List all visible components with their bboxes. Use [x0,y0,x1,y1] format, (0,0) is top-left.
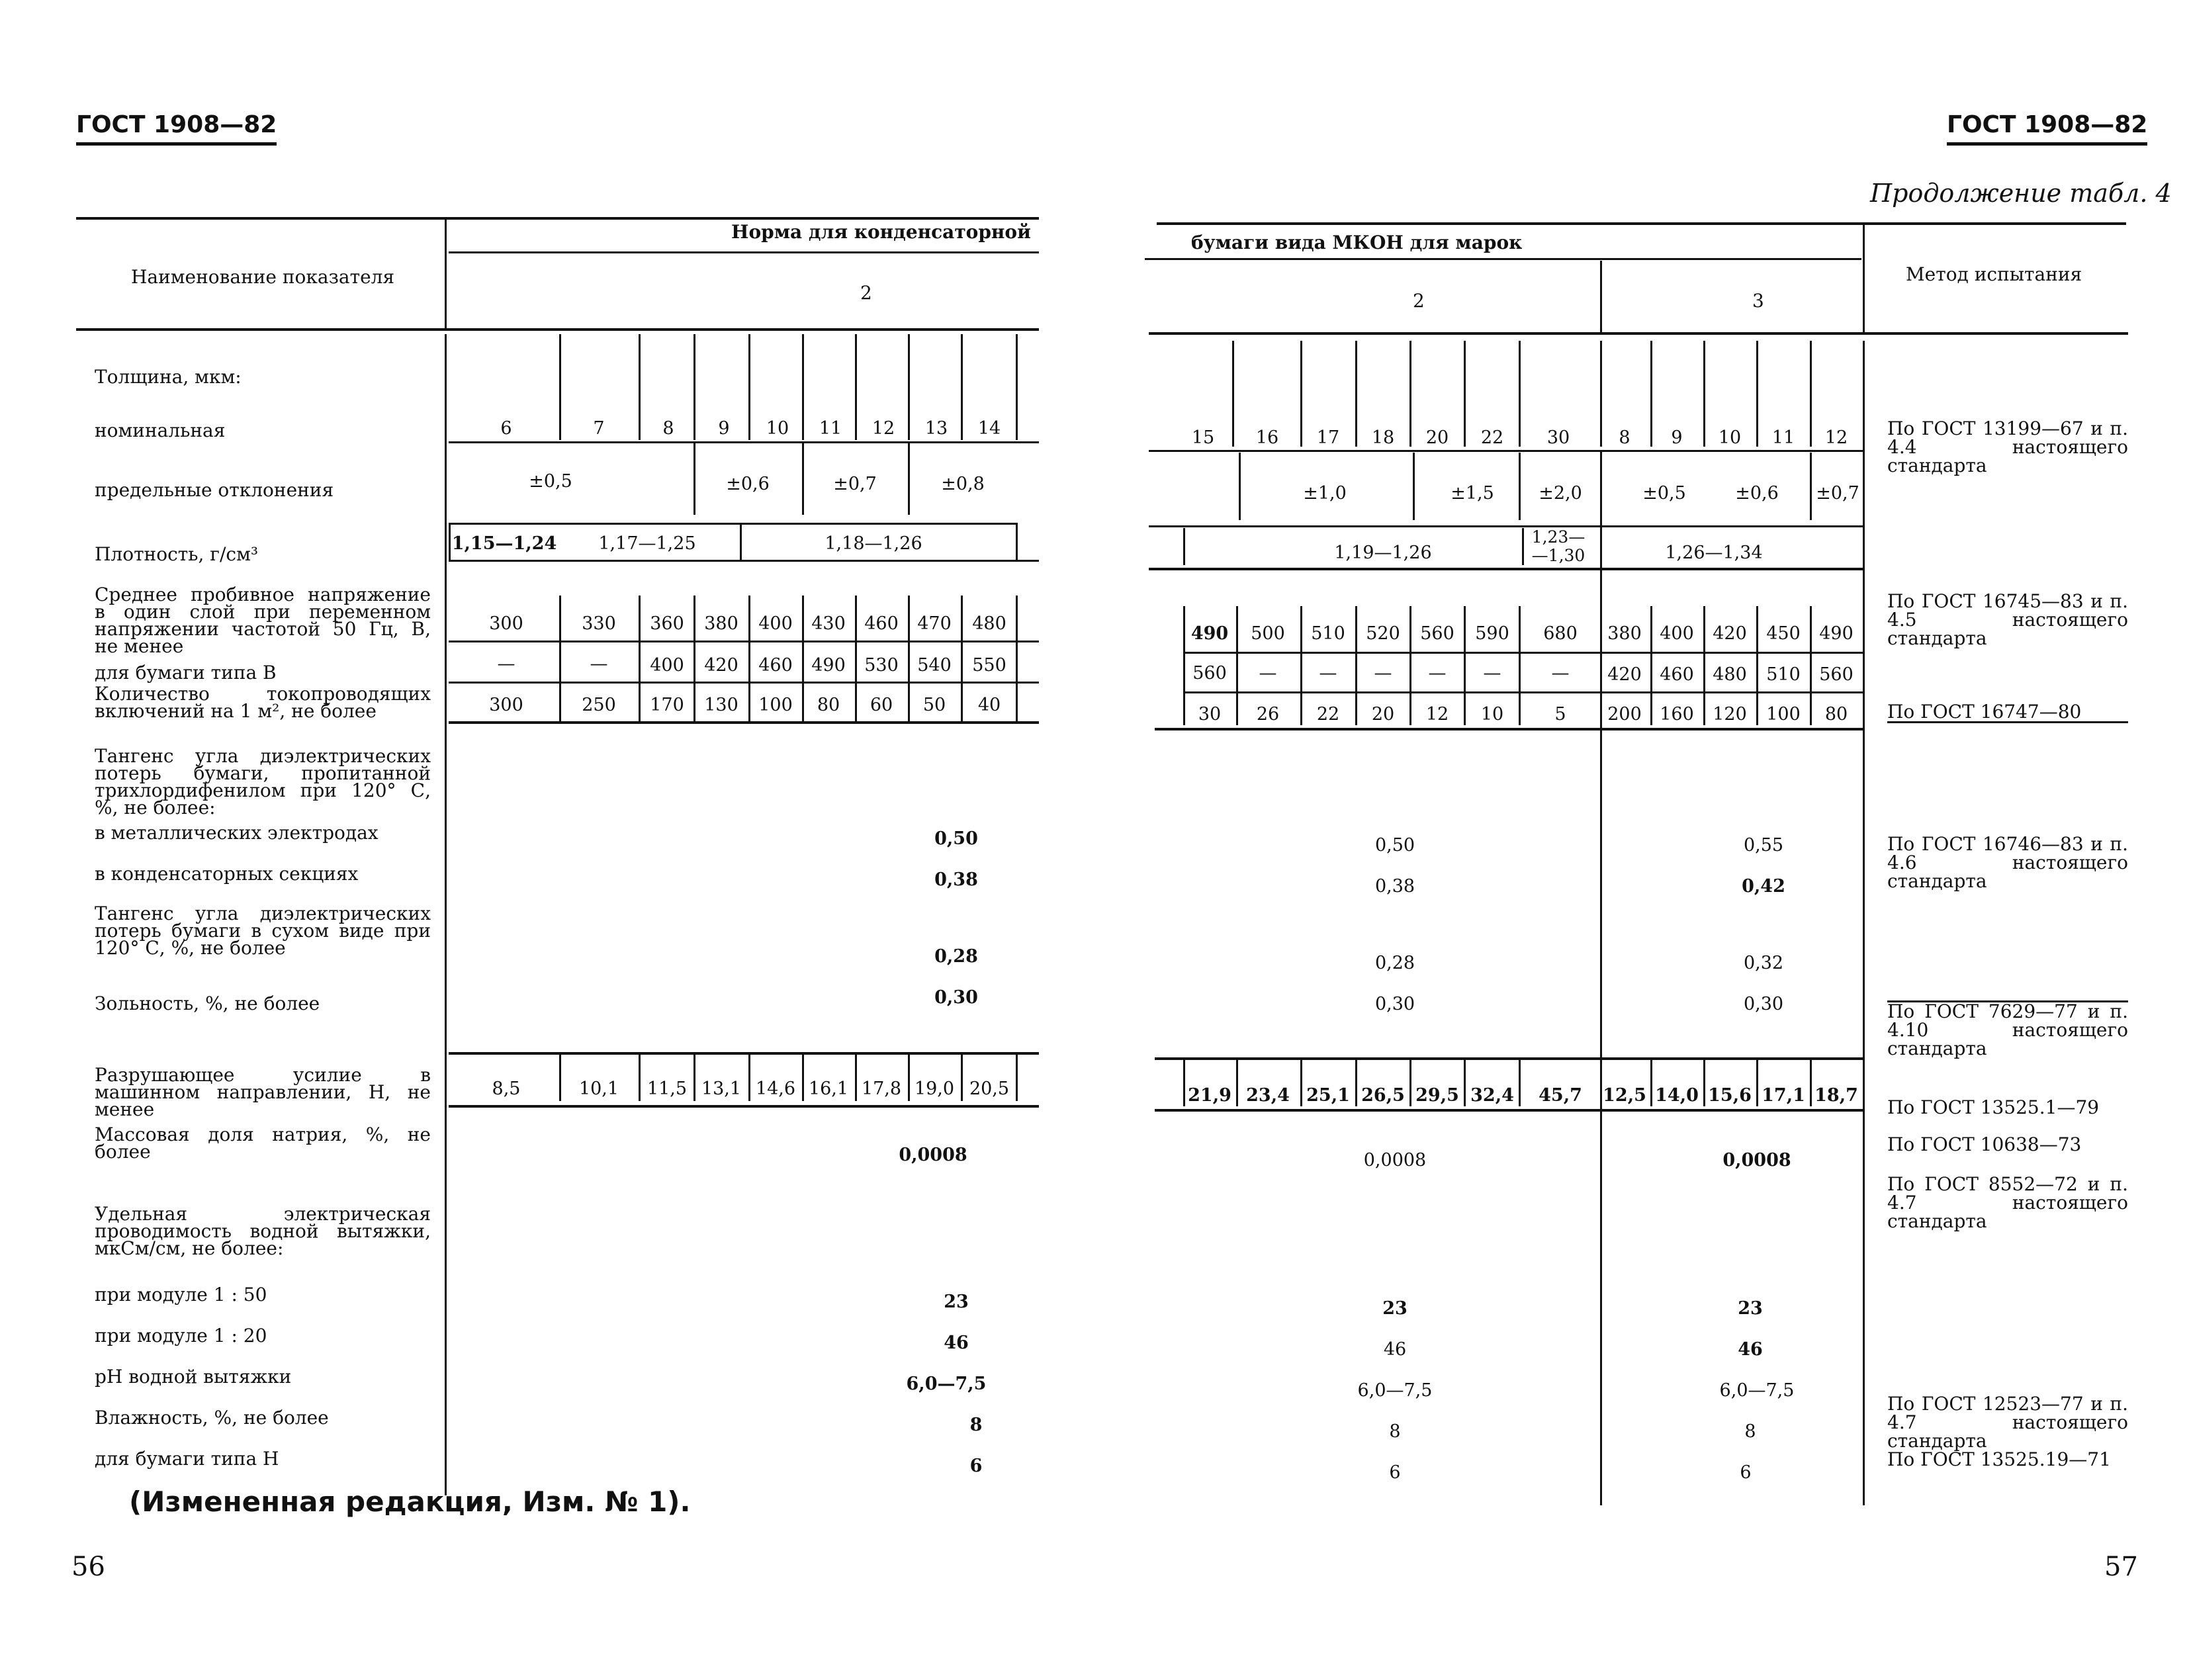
grid-h [1183,652,1863,654]
cell: 10,1 [578,1079,619,1099]
cell: 400 [758,613,793,634]
cell: 1,26—1,34 [1665,543,1763,563]
grid-v [1519,341,1521,447]
method-6: По ГОСТ 13525.1—79 [1887,1096,2100,1118]
cell: 460 [864,613,899,634]
cell: 16,1 [808,1079,849,1099]
grid-h [449,523,1016,525]
cell: 22 [1480,427,1504,448]
cell: 10 [1480,704,1504,725]
row-density: Плотность, г/см³ [95,543,259,565]
cell: 11 [819,418,842,439]
cell: 22 [1316,704,1340,725]
grid-v [1300,1060,1302,1106]
grid-v [693,334,695,440]
grid-v [1810,1060,1812,1106]
grid-v [908,596,910,721]
norm-header-1: Норма для конденсаторной [731,221,1031,243]
left-page [0,0,1094,1680]
cell: 6,0—7,5 [1719,1380,1795,1401]
grade-divider [1600,450,1602,1505]
grid-v [1355,606,1357,725]
grid-v [1016,596,1018,721]
method-2: По ГОСТ 16745—83 и п. 4.5 настоящего стандарта [1887,590,2128,649]
cell: 23 [1738,1298,1763,1319]
grid-v [639,334,641,440]
cell: 8 [662,418,674,439]
cell: 32,4 [1470,1085,1514,1106]
cell: 0,38 [934,869,978,890]
cell: 46 [1383,1339,1407,1360]
grid-v [1810,453,1812,520]
cell: 0,32 [1743,953,1784,973]
grid-v [855,596,857,721]
cell: 480 [1713,664,1747,685]
row-humidity: Влажность, %, не более [95,1407,329,1429]
cell: 30 [1546,427,1570,448]
row-nominal: номинальная [95,420,226,441]
cell: 8 [969,1415,983,1435]
grid-v [740,523,742,560]
cell: 0,55 [1743,835,1784,856]
cell: ±0,5 [1642,483,1686,504]
cell: 590 [1475,623,1509,644]
grid-h [1149,568,1863,570]
cell: — [1428,663,1447,684]
grid-v [1239,453,1241,520]
cell: 12,5 [1603,1085,1646,1106]
grid-v [1522,528,1524,565]
row-type-h: для бумаги типа Н [95,1448,279,1470]
grid-v [693,443,695,515]
row-type-b: для бумаги типа В [95,662,277,684]
cell: 520 [1366,623,1400,644]
row-ash: Зольность, %, не более [95,993,320,1014]
cell: 0,0008 [1363,1150,1427,1171]
grid-v [1650,341,1652,447]
cell: 10 [766,418,789,439]
cell: 8 [1389,1421,1401,1442]
cell: 19,0 [914,1079,955,1099]
grade-2-right: 2 [1413,290,1425,312]
grid-h [449,560,1039,562]
grid-v [1232,341,1234,447]
method-9: По ГОСТ 12523—77 и п. 4.7 настоящего стандарта [1887,1393,2128,1452]
grid-v [1016,334,1018,440]
cell: 16 [1255,427,1279,448]
row-breakdown: Среднее пробивное напряжение в один слой при переменном напряжении частотой 50 Гц, В, не менее [95,584,431,657]
method-10: По ГОСТ 13525.19—71 [1887,1448,2111,1470]
row-deviation: предельные отклонения [95,479,334,501]
grid-v [1016,1055,1018,1101]
cell: — [1551,663,1570,684]
grid-v [1409,1060,1411,1106]
cell: 330 [582,613,616,634]
cell: 6,0—7,5 [1357,1380,1433,1401]
cell: 510 [1311,623,1345,644]
cell: 8 [1619,427,1631,448]
cell: 430 [811,613,846,634]
row-inclusions: Количество токопроводящих включений на 1 м², не более [95,683,431,722]
norm-header-2: бумаги вида МКОН для марок [1191,232,1523,253]
grid-h [449,682,1039,684]
cell: 200 [1607,704,1642,725]
cell: 530 [864,655,899,676]
cell: ±0,8 [941,474,985,494]
cell: 18 [1371,427,1395,448]
method-divider [1863,341,1865,1505]
grid-v [449,523,451,560]
cell: 250 [582,695,616,715]
cell: 0,28 [934,946,978,967]
method-5: По ГОСТ 7629—77 и п. 4.10 настоящего стандарта [1887,1000,2128,1059]
grid-v [1519,453,1521,520]
cell: 17 [1316,427,1340,448]
cell: 490 [1190,623,1229,644]
grid-v [639,596,641,721]
grid-v [1756,341,1758,447]
cell: 45,7 [1539,1085,1582,1106]
grid-v [1519,1060,1521,1106]
cell: 0,42 [1742,876,1785,897]
cell [1532,528,1586,565]
head-divider [445,220,447,328]
cell: 14 [977,418,1001,439]
grid-v [855,1055,857,1101]
cell: 100 [1766,704,1801,725]
cell: 380 [1607,623,1642,644]
grid-v [1464,1060,1466,1106]
cell: 300 [489,613,523,634]
cell: 11 [1771,427,1795,448]
grid-v [1183,606,1185,725]
grid-v [1016,523,1018,560]
grid-v [1183,528,1185,565]
cell: 550 [972,655,1006,676]
cell: 18,7 [1814,1085,1858,1106]
grid-v [1703,341,1705,447]
cell: 1,17—1,25 [598,533,696,554]
cell: 13,1 [701,1079,742,1099]
cell: ±0,7 [1816,483,1859,504]
cell: ±2,0 [1539,483,1582,504]
cell: 300 [489,695,523,715]
head-bottom-rule [76,328,1039,331]
table-top-rule [76,217,1039,220]
cell: 6 [1389,1462,1401,1483]
grid-v [1519,606,1521,725]
cell: 1,18—1,26 [825,533,922,554]
cell: 170 [650,695,684,715]
grid-v [559,596,561,721]
grid-v [1863,225,1865,332]
cell: 50 [922,695,946,715]
grid-v [1300,606,1302,725]
cell: 490 [1819,623,1854,644]
cell: 80 [817,695,840,715]
cell: 7 [593,418,605,439]
method-3: По ГОСТ 16747—80 [1887,703,2128,723]
cell: 9 [1671,427,1683,448]
cell: 8,5 [492,1079,521,1099]
cell: 6,0—7,5 [906,1374,987,1394]
amendment-note: (Измененная редакция, Изм. № 1). [129,1485,691,1518]
grade-3-right: 3 [1752,290,1764,312]
grid-v [802,596,804,721]
cell: — [497,654,515,674]
cell: 17,1 [1762,1085,1805,1106]
grid-h [1183,691,1863,693]
row-sodium: Массовая доля натрия, %, не более [95,1124,431,1163]
page-header-left: ГОСТ 1908—82 [76,111,277,146]
cell: ±1,0 [1303,483,1347,504]
grid-v [1355,1060,1357,1106]
grid-v [1355,341,1357,447]
grid-h [1145,258,1861,260]
grid-v [961,334,963,440]
grid-v [1650,606,1652,725]
cell: 0,38 [1374,876,1415,897]
grid-v [1236,1060,1238,1106]
cell: 400 [1660,623,1694,644]
continuation-label: Продолжение табл. 4 [1870,179,2172,208]
cell: 510 [1766,664,1801,685]
cell: 15,6 [1708,1085,1752,1106]
grid-v [748,1055,750,1101]
row-capsec: в конденсаторных секциях [95,863,359,885]
cell: 12 [1824,427,1848,448]
grid-v [1300,341,1302,447]
row-metal: в металлических электродах [95,822,379,844]
cell: 14,6 [755,1079,796,1099]
grid-v [802,1055,804,1101]
row-ph: рН водной вытяжки [95,1366,292,1388]
grid-v [802,334,804,440]
cell: 26 [1256,704,1280,725]
col-name-header: Наименование показателя [131,266,395,288]
page-number-right: 57 [2104,1552,2138,1582]
cell: 0,30 [1743,994,1784,1014]
method-1: По ГОСТ 13199—67 и п. 4.4 настоящего стандарта [1887,418,2128,476]
grid-v [693,596,695,721]
cell: 680 [1543,623,1578,644]
cell: 0,0008 [1722,1150,1791,1171]
cell: 130 [704,695,738,715]
cell: 14,0 [1655,1085,1699,1106]
grid-v [1409,341,1411,447]
row-tangent2: Тангенс угла диэлектрических потерь бумаги в сухом виде при 120° С, %, не более [95,903,431,959]
cell: 560 [1420,623,1454,644]
cell: 21,9 [1188,1085,1231,1106]
cell: 9 [718,418,730,439]
grid-v [961,1055,963,1101]
cell: 490 [811,655,846,676]
grid-v [1650,1060,1652,1106]
cell: — [1483,663,1501,684]
grid-v [1756,1060,1758,1106]
cell: 29,5 [1415,1085,1459,1106]
grid-v [1756,606,1758,725]
grid-v [1600,341,1602,447]
cell: 0,28 [1374,953,1415,973]
cell: 46 [1738,1339,1763,1360]
grid-v [908,334,910,440]
cell: 160 [1660,704,1694,725]
cell: 380 [704,613,738,634]
cell: 400 [650,655,684,676]
cell: — [1374,663,1392,684]
cell: 6 [969,1456,983,1476]
cell: ±0,5 [529,471,572,492]
cell: 480 [972,613,1006,634]
grid-v [1600,261,1602,332]
grid-v [855,334,857,440]
table-top-rule-right [1157,222,2126,225]
grid-v [1464,341,1466,447]
grid-v [693,1055,695,1101]
cell: 5 [1554,704,1566,725]
grid-v [559,334,561,440]
grid-h [1155,1109,1863,1112]
cell: 0,30 [934,987,978,1008]
cell: 460 [1660,664,1694,685]
cell: 0,30 [1374,994,1415,1014]
cell: 15 [1191,427,1215,448]
cell: 450 [1766,623,1801,644]
row-mod20: при модуле 1 : 20 [95,1325,267,1347]
grid-v [1810,606,1812,725]
cell: 360 [650,613,684,634]
cell: 120 [1713,704,1747,725]
grid-h [1155,728,1863,730]
cell: 26,5 [1361,1085,1405,1106]
cell: 560 [1192,663,1227,684]
cell-text: 1,23— —1,30 [1531,527,1586,565]
row-thickness: Толщина, мкм: [95,366,242,388]
grid-h [449,721,1039,724]
cell: 23,4 [1246,1085,1290,1106]
cell: 23 [944,1292,969,1312]
grid-v [802,443,804,515]
cell: 80 [1824,704,1848,725]
grid-v [1413,453,1415,520]
cell: 560 [1819,664,1854,685]
row-mod50: при модуле 1 : 50 [95,1284,267,1305]
page-number-left: 56 [71,1552,105,1582]
grid-h [1149,450,1863,452]
cell: — [590,654,608,674]
cell: 500 [1251,623,1285,644]
cell: 0,50 [1374,835,1415,856]
grid-v [1409,606,1411,725]
cell: 46 [944,1333,969,1353]
grade-2-left: 2 [860,282,872,304]
grid-h [449,1052,1039,1055]
grid-v [1810,341,1812,447]
grid-v [908,443,910,515]
cell: 20,5 [969,1079,1010,1099]
cell: ±0,6 [726,474,770,494]
grid-v [908,1055,910,1101]
cell: 6 [500,418,512,439]
cell: 23 [1382,1298,1407,1319]
cell: 1,19—1,26 [1334,543,1432,563]
cell: 460 [758,655,793,676]
cell: 420 [1713,623,1747,644]
cell: — [1319,663,1337,684]
cell: ±0,7 [833,474,877,494]
cell: 540 [917,655,952,676]
cell: 30 [1198,704,1222,725]
cell: 13 [924,418,948,439]
grid-v [1236,606,1238,725]
cell: 60 [870,695,893,715]
grid-v [1703,606,1705,725]
cell: 420 [704,655,738,676]
cell: 12 [1425,704,1449,725]
cell: 40 [977,695,1001,715]
grid-h [449,1105,1039,1108]
cell: 1,15—1,24 [451,533,557,554]
grid-v [639,1055,641,1101]
cell: 470 [917,613,952,634]
grid-h [1149,332,2128,335]
grid-v [961,596,963,721]
cell: — [1259,663,1277,684]
cell: 6 [1740,1462,1752,1483]
cell: 17,8 [861,1079,902,1099]
grid-v [559,1055,561,1101]
cell: 420 [1607,664,1642,685]
page-header-right: ГОСТ 1908—82 [1947,111,2147,146]
cell: 8 [1744,1421,1756,1442]
grid-v [1183,1060,1185,1106]
cell: ±0,6 [1735,483,1779,504]
method-4: По ГОСТ 16746—83 и п. 4.6 настоящего стандарта [1887,833,2128,892]
grid-v [1703,1060,1705,1106]
method-header: Метод испытания [1906,263,2082,285]
cell: 25,1 [1306,1085,1350,1106]
grid-v [748,334,750,440]
norm-rule [449,251,1039,253]
cell: 20 [1371,704,1395,725]
cell: 0,50 [934,828,978,849]
cell: 100 [758,695,793,715]
grid-h [1149,525,1863,527]
cell: 12 [871,418,895,439]
grid-h [449,641,1039,642]
method-7: По ГОСТ 10638—73 [1887,1133,2082,1155]
method-8: По ГОСТ 8552—72 и п. 4.7 настоящего стандарта [1887,1173,2128,1232]
row-conduct: Удельная электрическая проводимость водной вытяжки, мкСм/см, не более: [95,1203,431,1259]
cell: 20 [1425,427,1449,448]
grid-h [449,441,1039,443]
cell: 10 [1718,427,1742,448]
cell: 11,5 [647,1079,688,1099]
cell: ±1,5 [1451,483,1494,504]
row-tensile: Разрушающее усилие в машинном направлении, Н, не менее [95,1064,431,1120]
table-left-divider [445,334,447,1495]
grid-v [748,596,750,721]
row-tangent1: Тангенс угла диэлектрических потерь бумаги, пропитанной трихлордифенилом при 120° С, %, не более: [95,745,431,818]
cell: 0,0008 [899,1145,967,1165]
grid-v [1464,606,1466,725]
